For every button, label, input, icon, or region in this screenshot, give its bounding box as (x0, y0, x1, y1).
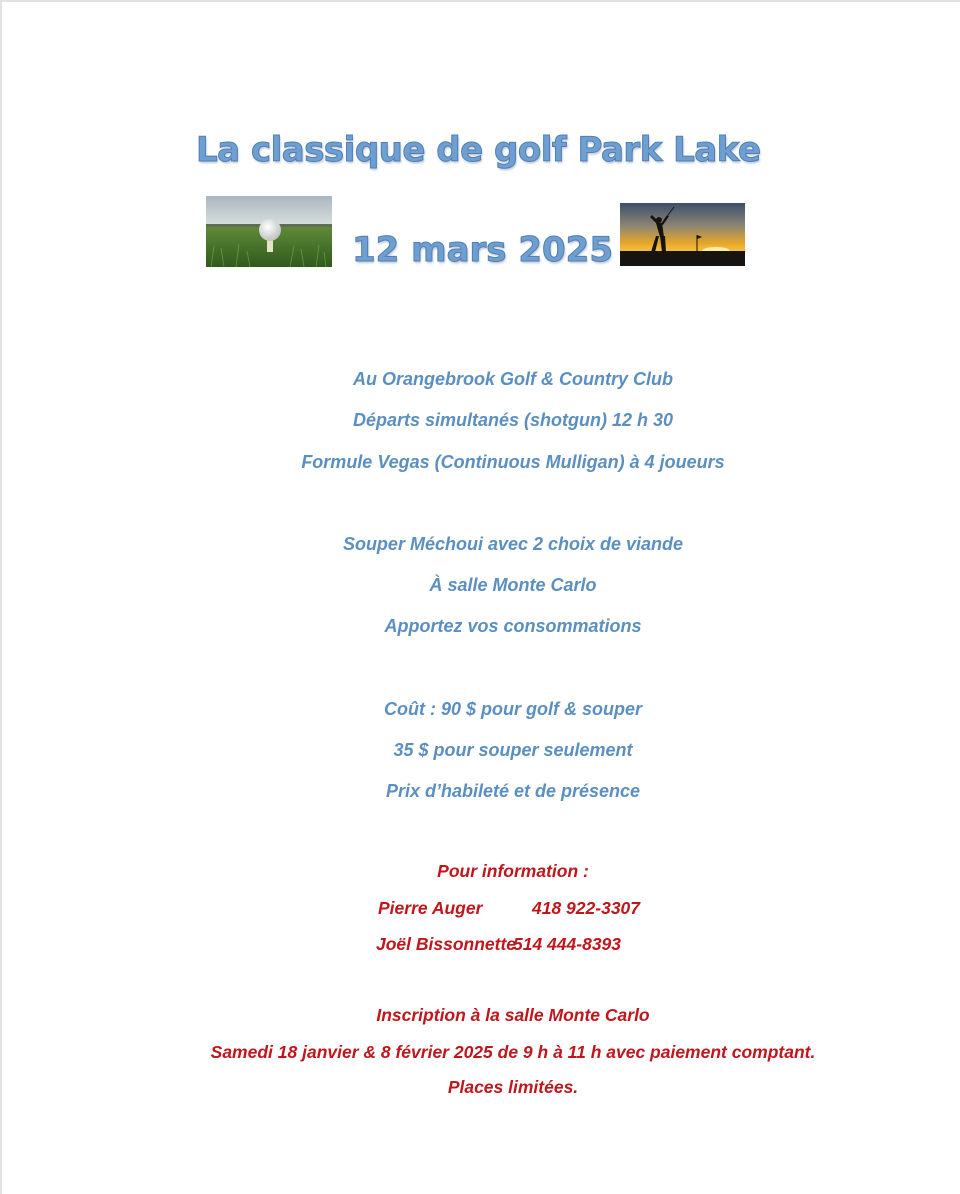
page-title: La classique de golf Park Lake (196, 130, 761, 170)
contact-phone: 418 922-3307 (532, 898, 641, 918)
dinner-location-line: À salle Monte Carlo (429, 575, 597, 595)
event-date: 12 mars 2025 (352, 230, 613, 270)
venue-line: Au Orangebrook Golf & Country Club (353, 369, 673, 389)
contact-name: Joël Bissonnette (376, 934, 517, 954)
dinner-only-cost-line: 35 $ pour souper seulement (393, 740, 633, 760)
golf-ball-image (206, 196, 332, 267)
cost-line: Coût : 90 $ pour golf & souper (383, 699, 642, 719)
info-heading: Pour information : (437, 861, 589, 881)
contact-name: Pierre Auger (378, 898, 483, 918)
golfer-sunset-image (620, 203, 745, 266)
prizes-line: Prix d’habileté et de présence (385, 781, 641, 801)
limited-places: Places limitées. (447, 1077, 579, 1097)
start-time-line: Départs simultanés (shotgun) 12 h 30 (352, 410, 674, 430)
drinks-line: Apportez vos consommations (384, 616, 642, 636)
contact-phone: 514 444-8393 (513, 934, 622, 954)
registration-heading: Inscription à la salle Monte Carlo (376, 1005, 650, 1025)
registration-dates: Samedi 18 janvier & 8 février 2025 de 9 h à 11 h avec paiement comptant. (210, 1042, 816, 1062)
dinner-line: Souper Méchoui avec 2 choix de viande (342, 534, 684, 554)
format-line: Formule Vegas (Continuous Mulligan) à 4 joueurs (301, 452, 725, 472)
